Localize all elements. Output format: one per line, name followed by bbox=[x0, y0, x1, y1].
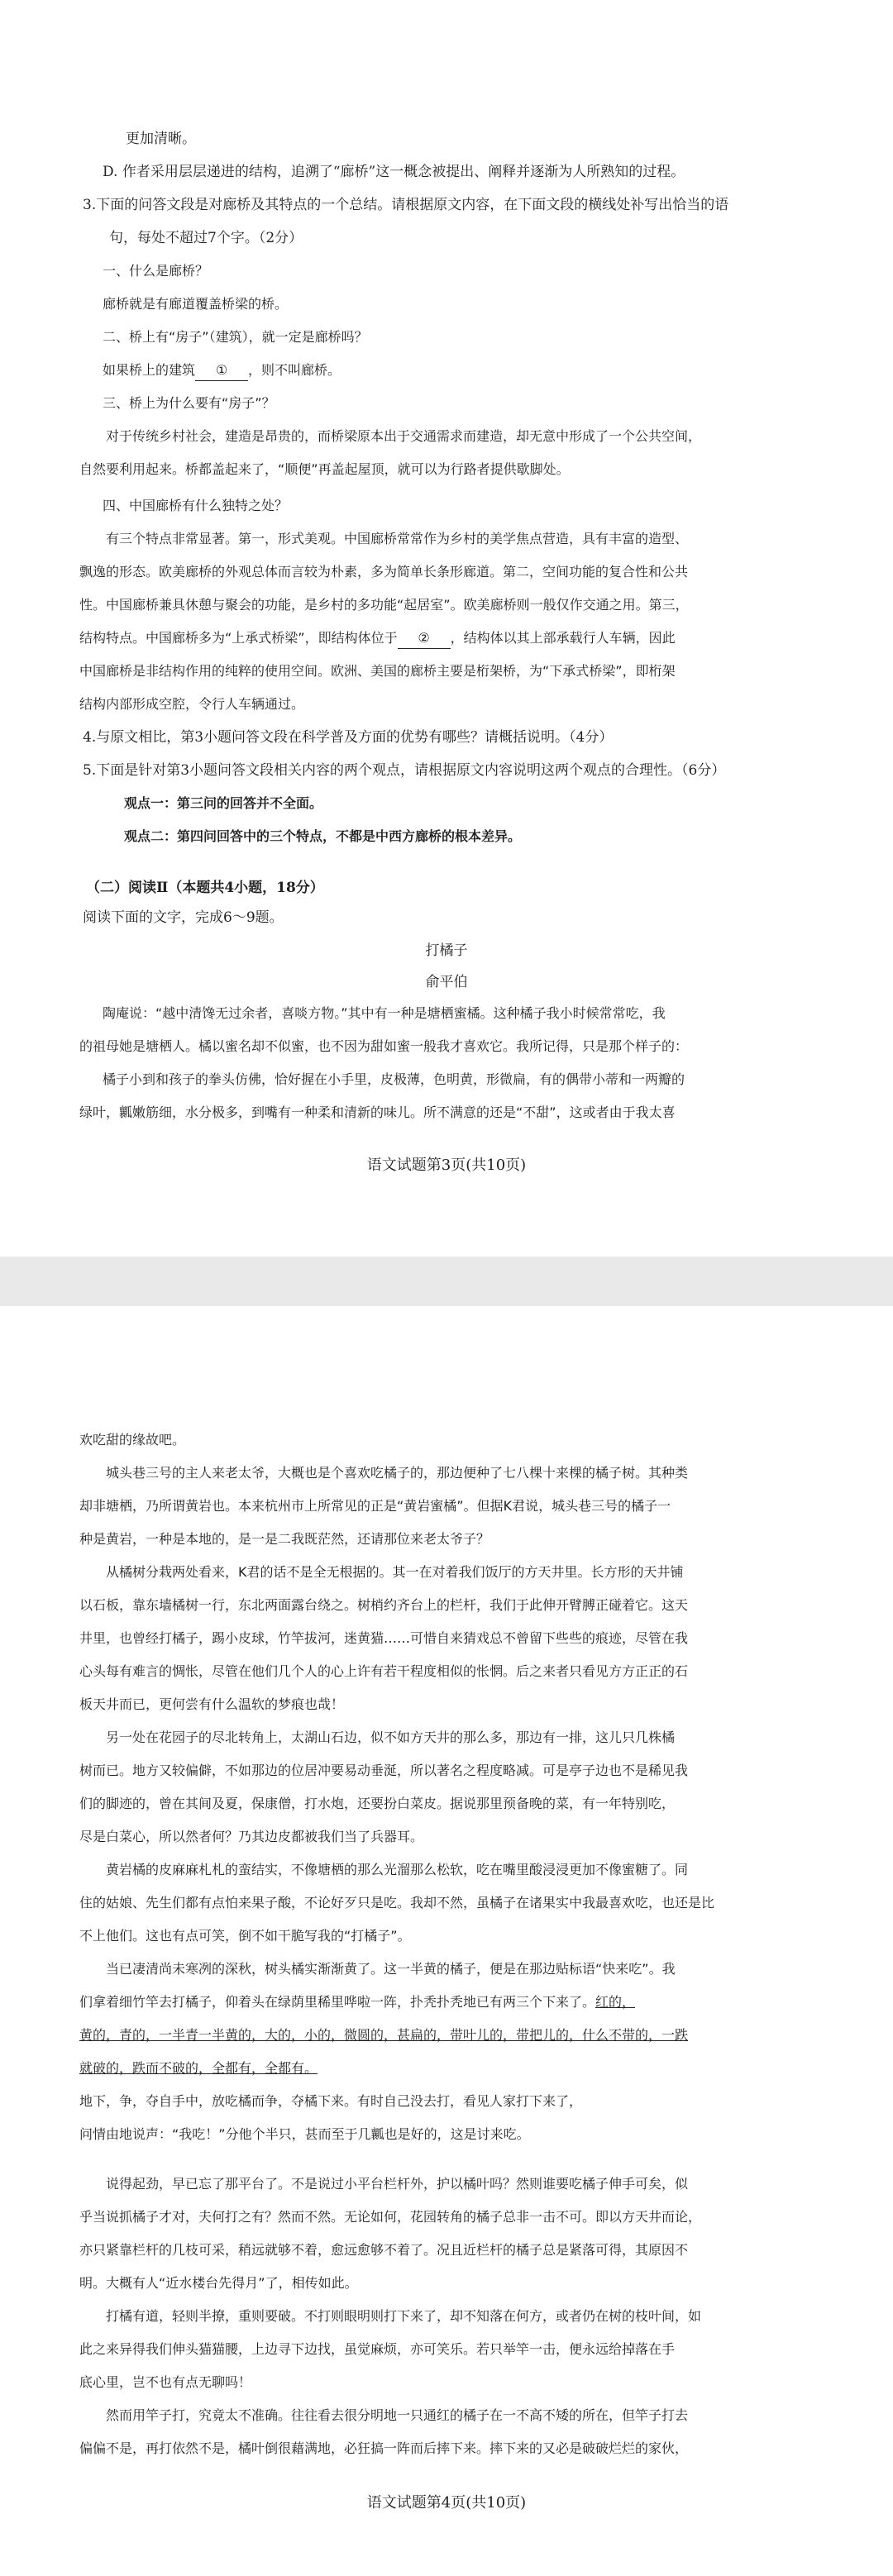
question-3-cont: 句，每处不超过7个字。（2分） bbox=[109, 230, 303, 246]
text-line: 对于传统乡村社会，建造是昂贵的，而桥梁原本出于交通需求而建造，却无意中形成了一个公共空间， bbox=[106, 428, 702, 444]
underlined-text: 黄的，青的，一半青一半黄的，大的，小的，微圆的，甚扁的，带叶儿的，带把儿的，什么不带的，一跌 bbox=[79, 2027, 689, 2043]
qa-answer-2-prefix: 如果桥上的建筑 bbox=[103, 362, 196, 378]
section-heading: （二）阅读Ⅱ（本题共4小题，18分） bbox=[86, 880, 324, 896]
text-line: 亦只紧靠栏杆的几枝可采，稍远就够不着，愈远愈够不着了。况且近栏杆的橘子总是紧落可得，其原因不 bbox=[79, 2242, 689, 2258]
qa-heading-2: 二、桥上有“房子”（建筑），就一定是廊桥吗？ bbox=[103, 329, 368, 345]
text-line: 种是黄岩，一种是本地的，是一是二我既茫然，还请那位来老太爷子？ bbox=[79, 1531, 490, 1547]
qa-answer-2 bbox=[103, 360, 341, 381]
blank-1: ① bbox=[195, 360, 248, 381]
text-line: 说得起劲，早已忘了那平台了。不是说过小平台栏杆外，护以橘叶吗？然则谁要吃橘子伸手可矣，似 bbox=[106, 2176, 689, 2192]
text-line: 却非塘栖，乃所谓黄岩也。本来杭州市上所常见的正是“黄岩蜜橘”。但据K君说，城头巷三号的橘子一 bbox=[79, 1498, 671, 1514]
text-line: 飘逸的形态。欧美廊桥的外观总体而言较为朴素，多为简单长条形廊道。第二，空间功能的复合性和公共 bbox=[79, 564, 689, 580]
q4-suffix: ，结构体以其上部承载行人车辆，因此 bbox=[450, 630, 676, 646]
qa-heading-1: 一、什么是廊桥？ bbox=[103, 263, 209, 279]
text-line: 井里，也曾经打橘子，踢小皮球，竹竿拔河，迷黄猫……可惜自来猜戏总不曾留下些些的痕迹，尽管在我 bbox=[79, 1630, 689, 1646]
underlined-text: 红的， bbox=[595, 1994, 636, 2010]
text-line bbox=[79, 1992, 635, 2012]
question-5: 5.下面是针对第3小题问答文段相关内容的两个观点，请根据原文内容说明这两个观点的合理性。（6分） bbox=[83, 762, 726, 779]
q4-prefix: 结构特点。中国廊桥多为“上承式桥梁”，即结构体位于 bbox=[79, 630, 398, 646]
page-separator bbox=[0, 1257, 893, 1306]
text-line: 更加清晰。 bbox=[126, 131, 196, 147]
text-line: 以石板，靠东墙橘树一行，东北两面露台绕之。树梢约齐台上的栏杆，我们于此伸开臂膊正碰着它。这天 bbox=[79, 1597, 689, 1613]
text-line: 陶庵说：“越中清馋无过余者，喜啖方物。”其中有一种是塘栖蜜橘。这种橘子我小时候常常吃，我 bbox=[103, 1005, 666, 1021]
qa-heading-4: 四、中国廊桥有什么独特之处？ bbox=[103, 498, 289, 513]
text-segment: 们拿着细竹竿去打橘子，仰着头在绿荫里稀里哗啦一阵，扑秃扑秃地已有两三个下来了。 bbox=[79, 1994, 596, 2010]
text-line: 明。大概有人“近水楼台先得月”了，相传如此。 bbox=[79, 2275, 358, 2291]
text-line: 黄岩橘的皮麻麻札札的蛮结实，不像塘栖的那么光溜那么松软，吃在嘴里酸浸浸更加不像蜜糖了。同 bbox=[106, 1862, 689, 1877]
text-line: 们的脚迹的，曾在其间及夏，保康僧，打水炮，还要扮白菜皮。据说那里预备晚的菜，有一年特别吃， bbox=[79, 1796, 676, 1811]
underlined-text: 就破的，跌而不破的，全都有，全都有。 bbox=[79, 2060, 318, 2076]
viewpoint-1: 观点一：第三问的回答并不全面。 bbox=[124, 795, 323, 811]
text-line: 此之来异得我们伸头猫猫腰，上边寻下边找，虽觉麻烦，亦可笑乐。若只举竿一击，便永远给掉落在手 bbox=[79, 2341, 676, 2357]
text-line: 尽是白菜心，所以然者何？乃其边皮都被我们当了兵器耳。 bbox=[79, 1829, 424, 1844]
text-line: 的祖母她是塘栖人。橘以蜜名却不似蜜，也不因为甜如蜜一般我才喜欢它。我所记得，只是那个样子的： bbox=[79, 1038, 689, 1054]
qa-answer-2-suffix: ，则不叫廊桥。 bbox=[248, 362, 341, 378]
text-line: 绿叶，瓤嫩筋细，水分极多，到嘴有一种柔和清新的味儿。所不满意的还是“不甜”，这或者由于我太喜 bbox=[79, 1104, 676, 1120]
text-line: 自然要利用起来。桥都盖起来了，“顺便”再盖起屋顶，就可以为行路者提供歇脚处。 bbox=[79, 461, 570, 477]
text-line: 当已凄清尚未寒冽的深秋，树头橘实渐渐黄了。这一半黄的橘子，便是在那边贴标语“快来吃”。我 bbox=[106, 1961, 676, 1977]
text-line: 树而已。地方又较偏僻，不如那边的位居冲要易动垂涎，所以著名之程度略减。可是亭子边也不是稀见我 bbox=[79, 1763, 689, 1778]
text-line: 有三个特点非常显著。第一，形式美观。中国廊桥常常作为乡村的美学焦点营造，具有丰富的造型、 bbox=[106, 531, 689, 546]
qa-heading-3: 三、桥上为什么要有“房子”？ bbox=[103, 395, 275, 411]
text-line: 橘子小到和孩子的拳头仿佛，恰好握在小手里，皮极薄，色明黄，形微扁，有的偶带小蒂和一两瓣的 bbox=[103, 1071, 685, 1087]
text-line: 中国廊桥是非结构作用的纯粹的使用空间。欧洲、美国的廊桥主要是桁架桥，为“下承式桥梁”，即桁架 bbox=[79, 663, 676, 679]
text-line: 打橘有道，轻则半撩，重则要破。不打则眼明则打下来了，却不知落在何方，或者仍在树的枝叶间，如 bbox=[106, 2308, 702, 2324]
text-line: 底心里，岂不也有点无聊吗！ bbox=[79, 2374, 252, 2390]
text-line: 欢吃甜的缘故吧。 bbox=[79, 1432, 186, 1448]
text-line: 板天井而已，更何尝有什么温软的梦痕也哉！ bbox=[79, 1696, 345, 1712]
text-line: 住的姑娘、先生们都有点怕来果子酸，不论好歹只是吃。我却不然，虽橘子在诸果实中我最喜欢吃，也还是比 bbox=[79, 1895, 715, 1911]
section-instruction: 阅读下面的文字，完成6～9题。 bbox=[83, 909, 284, 926]
article-author: 俞平伯 bbox=[425, 974, 468, 990]
text-line: 另一处在花园子的尽北转角上，太湖山石边，似不如方天井的那么多，那边有一排，这儿只几株橘 bbox=[106, 1729, 676, 1745]
blank-2: ② bbox=[398, 628, 451, 649]
qa-answer-1: 廊桥就是有廊道覆盖桥梁的桥。 bbox=[103, 296, 289, 312]
text-line: 心头每有难言的惆怅，尽管在他们几个人的心上许有若干程度相似的怅惘。后之来者只看见方方正正的石 bbox=[79, 1663, 689, 1679]
article-title: 打橘子 bbox=[425, 942, 468, 959]
text-line: 性。中国廊桥兼具休憩与聚会的功能，是乡村的多功能“起居室”。欧美廊桥则一般仅作交通之用。第三， bbox=[79, 597, 689, 613]
text-line: 然而用竿子打，究竟太不准确。往往看去很分明地一只通红的橘子在一不高不矮的所在，但竿子打去 bbox=[106, 2407, 689, 2423]
text-line: 地下，争，夺自手中，放吃橘而争，夺橘下来。有时自己没去打，看见人家打下来了， bbox=[79, 2093, 583, 2109]
exam-page-3 bbox=[0, 0, 893, 1257]
option-d: D. 作者采用层层递进的结构，追溯了“廊桥”这一概念被提出、阐释并逐渐为人所熟知的过程。 bbox=[103, 164, 685, 180]
text-line: 城头巷三号的主人来老太爷，大概也是个喜欢吃橘子的，那边便种了七八棵十来棵的橘子树。其种类 bbox=[106, 1465, 689, 1481]
viewpoint-2: 观点二：第四问回答中的三个特点，不都是中西方廊桥的根本差异。 bbox=[124, 828, 522, 844]
question-3: 3.下面的问答文段是对廊桥及其特点的一个总结。请根据原文内容，在下面文段的横线处补写出恰当的语 bbox=[83, 197, 729, 213]
text-line: 结构内部形成空腔，令行人车辆通过。 bbox=[79, 696, 305, 712]
page-footer: 语文试题第4页(共10页) bbox=[366, 2494, 527, 2512]
text-line: 乎当说抓橘子才对，夫何打之有？然而不然。无论如何，花园转角的橘子总非一击不可。即以方天井而论， bbox=[79, 2209, 702, 2225]
text-line bbox=[79, 628, 676, 649]
page-footer: 语文试题第3页(共10页) bbox=[366, 1157, 527, 1174]
text-line: 不上他们。这也有点可笑，倒不如干脆写我的“打橘子”。 bbox=[79, 1928, 411, 1944]
exam-page-4 bbox=[0, 1306, 893, 2576]
question-4: 4.与原文相比，第3小题问答文段在科学普及方面的优势有哪些？请概括说明。（4分） bbox=[83, 729, 614, 746]
text-line: 问情由地说声：“我吃！”分他个半只，甚而至于几瓤也是好的，这是讨来吃。 bbox=[79, 2126, 530, 2142]
text-line: 偏偏不是，再打依然不是，橘叶倒很藉满地，必狂搞一阵而后摔下来。摔下来的又必是破破烂烂的家伙， bbox=[79, 2440, 689, 2456]
text-line: 从橘树分栽两处看来，K君的话不是全无根据的。其一在对着我们饭厅的方天井里。长方形的天井铺 bbox=[106, 1564, 684, 1580]
